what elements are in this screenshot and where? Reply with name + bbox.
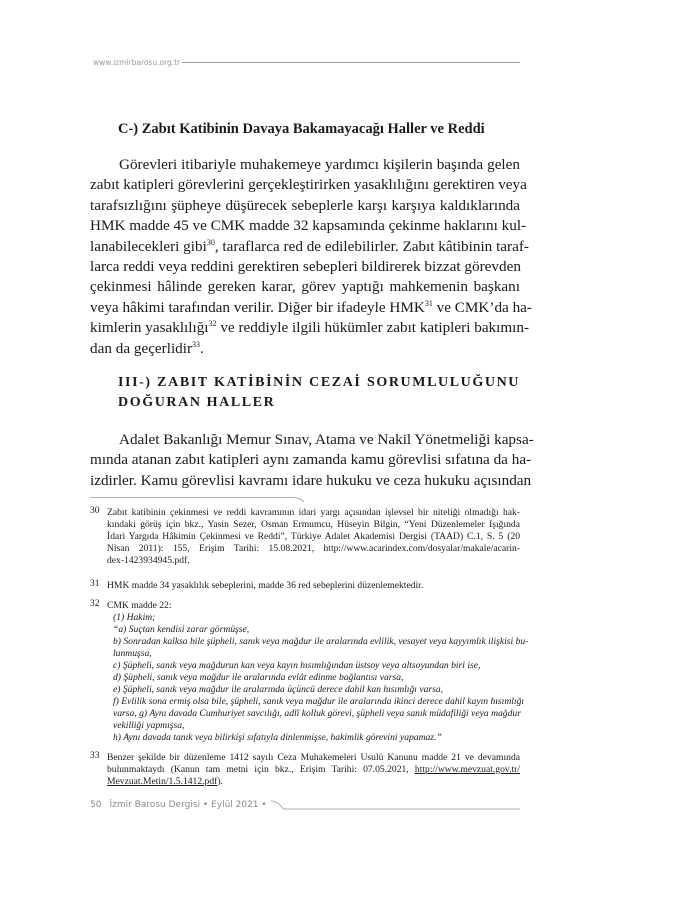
footnote-number: 30 [90, 506, 100, 516]
section-iii-heading-line-1: III-) ZABIT KATİBİNİN CEZAİ SORUMLULUĞUNU [118, 375, 520, 390]
footnote-line: HMK madde 34 yasaklılık sebeplerini, madde 36 red sebeplerini düzenlemektedir. [107, 580, 424, 591]
footnote-link[interactable]: Mevzuat.Metin/1.5.1412.pdf [107, 776, 218, 787]
page-header [93, 58, 520, 67]
header-rule [182, 62, 520, 63]
footnote-line: c) Şüpheli, sanık veya mağdurun kan veya kayın hısımlığından üstsoy veya altsoyundan biri ise, [113, 660, 481, 671]
footnote-line: bulunmaktaydı (Kanun tam metni için bkz., Erişim Tarihi: 07.05.2021, http://www.mevzuat.gov.tr/ [107, 764, 520, 775]
text-line: larca reddi veya reddini gerektiren sebepleri bildirerek bizzat görevden [90, 258, 521, 276]
text-line: çekinmesi hâlinde gereken karar, görev yaptığı mahkemenin başkanı [90, 278, 520, 296]
footnote-number: 32 [90, 599, 100, 609]
footnote-number: 31 [90, 579, 100, 589]
footnote-reference[interactable]: 30 [206, 237, 215, 247]
website-url: www.izmirbarosu.org.tr [93, 58, 181, 67]
footnote-link[interactable]: http://www.mevzuat.gov.tr/ [414, 764, 520, 775]
footnote-reference[interactable]: 32 [208, 319, 217, 329]
section-iii-paragraph [90, 430, 534, 491]
text-line: tarafsızlığını şüpheye düşürecek sebeplerle karşı karşıya kaldıklarında [90, 196, 520, 214]
footnote-33 [90, 752, 520, 788]
footnote-line: (1) Hakim; [113, 612, 156, 623]
footnote-separator [90, 497, 305, 503]
footnote-line: vekilliği yapmışsa, [113, 720, 185, 731]
text-line: lanabilecekleri gibi$^{30}$, taraflarca red de edilebilirler. Zabıt kâtibinin taraf- [90, 237, 529, 255]
footnote-line: e) Şüpheli, sanık veya mağdur ile aralarında üçüncü derece dahil kan hısımlığı varsa, [113, 684, 444, 695]
footnote-line: h) Aynı davada tanık veya bilirkişi sıfatıyla dinlenmişse, hakimlik görevini yapamaz.” [113, 732, 442, 743]
footnote-line: İdari Yargıda Hâkimin Çekinmesi ve Reddi”, Türkiye Adalet Akademisi Dergisi (TAAD) C.1, S. 5 (20 [107, 531, 520, 542]
footnote-line: varsa, g) Aynı davada Cumhuriyet savcılığı, adlî kolluk görevi, şüpheli veya sanık müdafiliği veya mağdur [113, 708, 521, 719]
footnote-reference[interactable]: 33 [192, 339, 201, 349]
footer-rule [271, 800, 520, 810]
journal-name: İzmir Barosu Dergisi • Eylül 2021 • [109, 800, 267, 810]
text-line: zabıt katipleri görevlerini gerçekleştirirken yasaklılığını gerektiren veya [90, 176, 527, 194]
footnote-line: Nisan 2011): 155, Erişim Tarihi: 15.08.2021, http://www.acarindex.com/dosyalar/makale/acarin- [107, 543, 520, 554]
section-c-paragraph [90, 155, 532, 359]
page-footer [90, 800, 520, 810]
footnote-31 [90, 580, 520, 592]
footnote-32 [90, 599, 529, 744]
footnote-line: lunmuşsa, [113, 648, 152, 659]
footnote-reference[interactable]: 31 [424, 298, 433, 308]
text-line: mında atanan zabıt katipleri aynı zamanda kamu görevlisi sıfatına da ha- [90, 451, 532, 469]
text-line: HMK madde 45 ve CMK madde 32 kapsamında çekinme haklarını kul- [90, 217, 527, 235]
footnote-line: Zabıt katibinin çekinmesi ve reddi kavramının idari yargı açısından işlevsel bir niteliği olmadığı hak- [107, 507, 520, 518]
footnote-number: 33 [90, 751, 100, 761]
footnote-30 [90, 507, 520, 567]
page-number: 50 [90, 800, 102, 810]
section-c-heading: C-) Zabıt Katibinin Davaya Bakamayacağı Haller ve Reddi [118, 121, 485, 137]
footnote-line: “a) Suçtan kendisi zarar görmüşse, [113, 624, 250, 635]
footnote-line: d) Şüpheli, sanık veya mağdur ile aralarında evlât edinme bağlantısı varsa, [113, 672, 404, 683]
footnote-line: f) Evlilik sona ermiş olsa bile, şüpheli, sanık veya mağdur ile aralarında ikinci derece dahil kayın hısımlığı [113, 696, 525, 707]
text-line: kimlerin yasaklılığı$^{32}$ ve reddiyle ilgili hükümler zabıt katipleri bakımın- [90, 319, 530, 337]
footnote-line: dex-1423934945.pdf. [107, 555, 190, 566]
footnote-line: Benzer şekilde bir düzenleme 1412 sayılı Ceza Muhakemeleri Usulü Kanunu madde 21 ve devamında [107, 752, 520, 763]
section-iii-heading-line-2: DOĞURAN HALLER [118, 395, 276, 410]
footnote-line: Mevzuat.Metin/1.5.1412.pdf). [107, 776, 223, 787]
footnote-line: kındaki görüş için bkz., Yasin Sezer, Osman Ermumcu, Hüseyin Bilgin, “Yeni Düzenlemeler Işığında [107, 519, 520, 530]
section-iii-heading [118, 373, 520, 413]
text-line: Görevleri itibariyle muhakemeye yardımcı kişilerin başında gelen [119, 156, 520, 173]
text-line: veya hâkimi tarafından verilir. Diğer bir ifadeyle HMK$^{31}$ ve CMK’da ha- [90, 298, 532, 316]
text-line: Adalet Bakanlığı Memur Sınav, Atama ve Nakil Yönetmeliği kapsa- [119, 431, 534, 448]
text-line: izdirler. Kamu görevlisi kavramı idare hukuku ve ceza hukuku açısından [90, 471, 532, 489]
footnote-line: CMK madde 22: [107, 600, 172, 611]
footnote-line: b) Sonradan kalksa bile şüpheli, sanık veya mağdur ile aralarında evlilik, vesayet veya kayyımlık ilişkisi bu- [113, 636, 529, 647]
text-line: dan da geçerlidir$^{33}$. [90, 339, 204, 357]
